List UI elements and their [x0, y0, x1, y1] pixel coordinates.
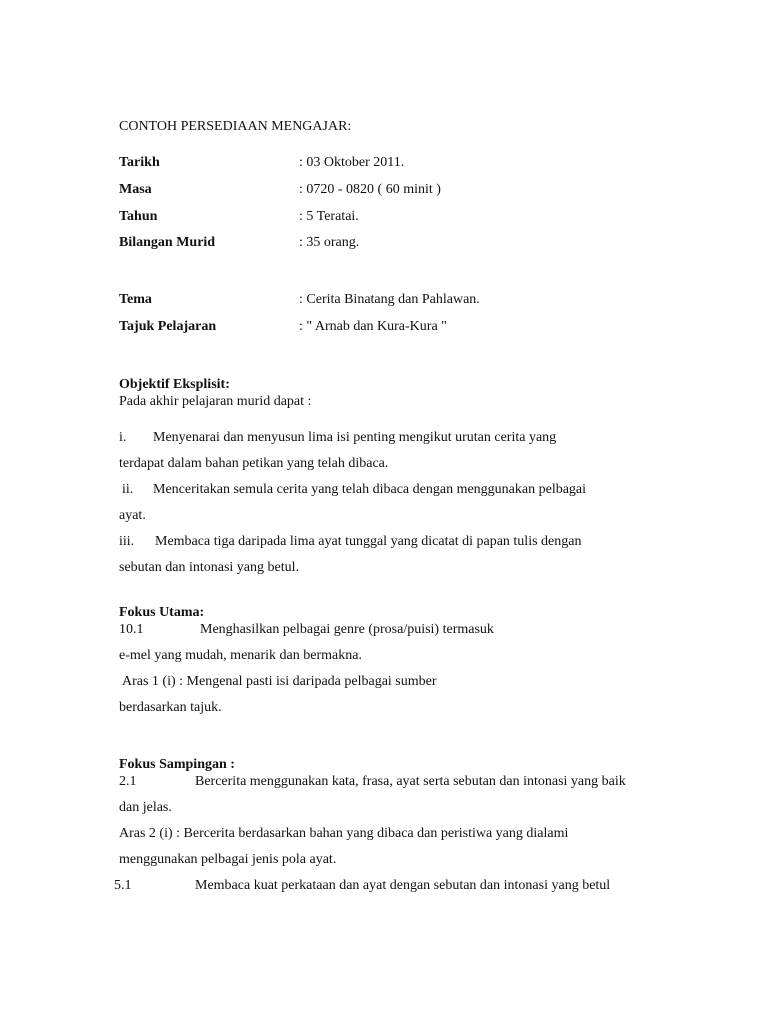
objektif-item-line: sebutan dan intonasi yang betul. [119, 560, 300, 575]
fokus-utama-aras: berdasarkan tajuk. [119, 700, 222, 715]
objektif-item-line: terdapat dalam bahan petikan yang telah dibaca. [119, 456, 389, 471]
fokus-utama-aras: Aras 1 (i) : Mengenal pasti isi daripada pelbagai sumber [122, 674, 437, 689]
fokus-utama-heading: Fokus Utama: [119, 605, 205, 620]
fokus-sampingan-heading: Fokus Sampingan : [119, 757, 235, 772]
fokus-sampingan-num: 2.1 [119, 774, 137, 789]
fokus-sampingan-aras: Aras 2 (i) : Bercerita berdasarkan bahan yang dibaca dan peristiwa yang dialami [119, 826, 569, 841]
info-value-bilangan-murid: : 35 orang. [299, 235, 360, 250]
info-label-tahun: Tahun [119, 209, 158, 224]
objektif-item-num: ii. [122, 482, 134, 497]
objektif-item-line: Membaca tiga daripada lima ayat tunggal yang dicatat di papan tulis dengan [155, 534, 582, 549]
objektif-item-line: Menceritakan semula cerita yang telah dibaca dengan menggunakan pelbagai [153, 482, 587, 497]
fokus-sampingan-num: 5.1 [114, 878, 132, 893]
info-value-tajuk-pelajaran: : " Arnab dan Kura-Kura " [299, 319, 447, 334]
info-value-tahun: : 5 Teratai. [299, 209, 359, 224]
document-title: CONTOH PERSEDIAAN MENGAJAR: [119, 119, 352, 134]
info-label-tema: Tema [119, 292, 152, 307]
fokus-sampingan-line: Bercerita menggunakan kata, frasa, ayat serta sebutan dan intonasi yang baik [195, 774, 626, 789]
fokus-sampingan-line: dan jelas. [119, 800, 172, 815]
info-value-tema: : Cerita Binatang dan Pahlawan. [299, 292, 480, 307]
fokus-sampingan-line: Membaca kuat perkataan dan ayat dengan sebutan dan intonasi yang betul [195, 878, 611, 893]
info-label-bilangan-murid: Bilangan Murid [119, 235, 216, 250]
info-label-tajuk-pelajaran: Tajuk Pelajaran [119, 319, 217, 334]
fokus-utama-line: e-mel yang mudah, menarik dan bermakna. [119, 648, 362, 663]
fokus-utama-num: 10.1 [119, 622, 144, 637]
info-label-tarikh: Tarikh [119, 155, 160, 170]
fokus-utama-line: Menghasilkan pelbagai genre (prosa/puisi) termasuk [200, 622, 494, 637]
info-value-tarikh: : 03 Oktober 2011. [299, 155, 405, 170]
fokus-sampingan-aras: menggunakan pelbagai jenis pola ayat. [119, 852, 337, 867]
objektif-item-num: iii. [119, 534, 135, 549]
objektif-heading: Objektif Eksplisit: [119, 377, 230, 392]
objektif-item-line: Menyenarai dan menyusun lima isi penting mengikut urutan cerita yang [153, 430, 557, 445]
objektif-intro: Pada akhir pelajaran murid dapat : [119, 394, 312, 409]
objektif-item-line: ayat. [119, 508, 146, 523]
objektif-item-num: i. [119, 430, 127, 445]
info-label-masa: Masa [119, 182, 152, 197]
info-value-masa: : 0720 - 0820 ( 60 minit ) [299, 182, 441, 197]
